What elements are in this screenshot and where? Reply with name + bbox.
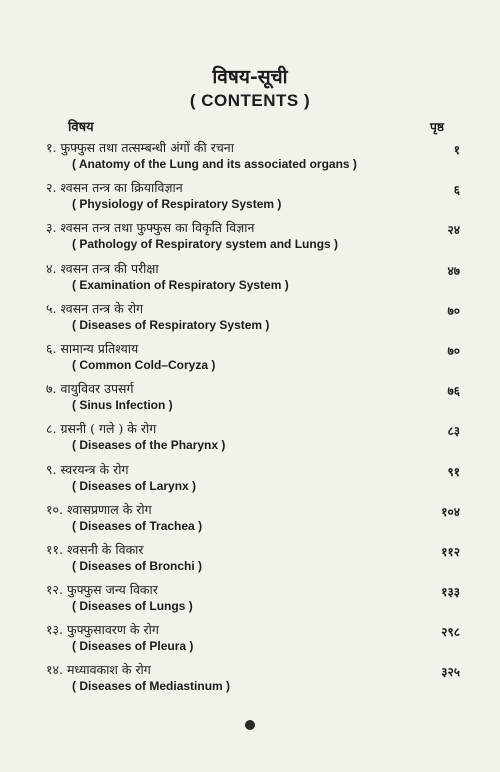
contents-entry [0, 500, 500, 540]
contents-entry [0, 419, 500, 459]
entry-title-english: ( Physiology of Respiratory System ) [72, 197, 282, 212]
entry-page-number: १३३ [441, 585, 460, 600]
entry-title-hindi: १३. फुफ्फुसावरण के रोग [46, 622, 159, 638]
entry-title-hindi: १०. श्वासप्रणाल के रोग [46, 501, 152, 517]
entry-title-english: ( Diseases of Bronchi ) [72, 558, 203, 573]
column-heading-page: पृष्ठ [430, 120, 444, 134]
entry-title-english: ( Pathology of Respiratory system and Lungs ) [72, 237, 339, 252]
page-title-hindi: विषय-सूची [212, 66, 288, 88]
entry-title-hindi: १. फुफ्फुस तथा तत्सम्बन्धी अंगों की रचना [46, 140, 234, 155]
entry-page-number: ७० [447, 343, 460, 358]
entry-title-hindi: ४. श्वसन तन्त्र की परीक्षा [46, 260, 159, 276]
page-title-english: ( CONTENTS ) [189, 91, 311, 110]
entry-page-number: ३२५ [441, 665, 460, 680]
contents-entry [0, 660, 500, 700]
contents-entry [0, 259, 500, 299]
entry-page-number: २४ [447, 223, 460, 238]
entry-title-hindi: ५. श्वसन तन्त्र के रोग [46, 300, 144, 316]
entry-page-number: ८३ [447, 424, 460, 439]
entry-title-hindi: २. श्वसन तन्त्र का क्रियाविज्ञान [46, 180, 183, 196]
entry-title-english: ( Diseases of Lungs ) [72, 599, 193, 614]
entry-page-number: ७० [447, 303, 460, 318]
entry-title-hindi: ९. स्वरयन्त्र के रोग [46, 461, 129, 477]
entry-title-hindi: ६. सामान्य प्रतिश्याय [46, 340, 139, 356]
contents-entry [0, 379, 500, 419]
entry-page-number: १ [453, 143, 460, 157]
contents-entry [0, 620, 500, 660]
page-ornament-dot [245, 720, 255, 730]
entry-title-english: ( Diseases of Trachea ) [72, 518, 203, 533]
entry-title-hindi: ३. श्वसन तन्त्र तथा फुफ्फुस का विकृति विज्ञान [46, 220, 255, 236]
contents-list [0, 138, 500, 701]
entry-title-english: ( Diseases of Pleura ) [72, 639, 194, 654]
entry-page-number: २९८ [441, 625, 460, 640]
contents-entry [0, 460, 500, 500]
entry-page-number: ६ [453, 183, 460, 198]
entry-title-english: ( Sinus Infection ) [72, 398, 173, 413]
contents-entry [0, 138, 500, 178]
entry-title-english: ( Diseases of the Pharynx ) [72, 438, 226, 453]
entry-title-english: ( Examination of Respiratory System ) [72, 277, 289, 292]
entry-title-hindi: ११. श्वसनी के विकार [46, 541, 144, 557]
contents-entry [0, 540, 500, 580]
entry-title-english: ( Anatomy of the Lung and its associated organs ) [72, 157, 357, 171]
entry-page-number: ४७ [447, 263, 460, 278]
contents-entry [0, 580, 500, 620]
entry-title-english: ( Diseases of Respiratory System ) [72, 317, 270, 332]
contents-entry [0, 178, 500, 218]
entry-title-english: ( Common Cold–Coryza ) [72, 357, 216, 372]
entry-title-hindi: ८. ग्रसनी ( गले ) के रोग [46, 421, 157, 437]
entry-page-number: ९१ [447, 464, 460, 479]
contents-entry [0, 299, 500, 339]
entry-title-hindi: १२. फुफ्फुस जन्य विकार [46, 582, 158, 598]
entry-title-hindi: ७. वायुविवर उपसर्ग [46, 381, 134, 397]
contents-entry [0, 218, 500, 258]
entry-page-number: ११२ [441, 544, 460, 559]
entry-title-english: ( Diseases of Larynx ) [72, 478, 197, 493]
column-heading-subject: विषय [68, 120, 94, 135]
entry-title-english: ( Diseases of Mediastinum ) [72, 679, 231, 694]
entry-page-number: ७६ [447, 384, 460, 399]
contents-entry [0, 339, 500, 379]
entry-page-number: १०४ [441, 504, 460, 519]
entry-title-hindi: १४. मध्यावकाश के रोग [46, 662, 151, 678]
